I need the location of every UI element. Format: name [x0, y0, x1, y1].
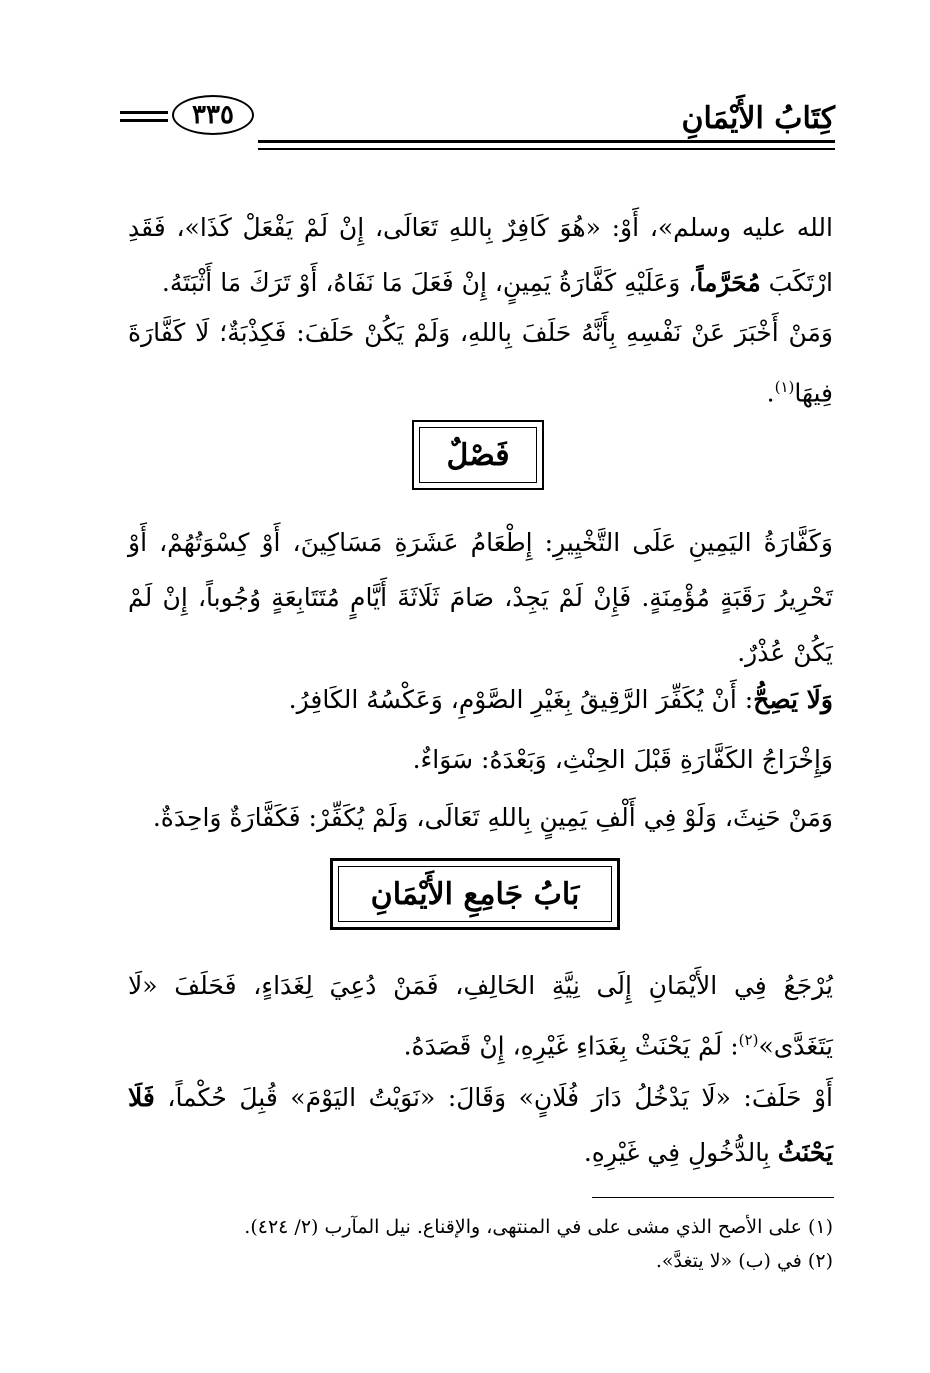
text-segment: ، وَعَلَيْهِ كَفَّارَةُ يَمِينٍ، إِنْ فَعَلَ مَا نَفَاهُ، أَوْ تَرَكَ مَا أَثْبَتَهُ. [161, 268, 697, 297]
fasl-heading-frame [412, 420, 544, 490]
footnote-ref[interactable]: (١) [774, 378, 795, 396]
bab-heading: بَابُ جَامِعِ الأَيْمَانِ [338, 866, 612, 922]
text-segment: . [766, 378, 775, 408]
bold-term: مُحَرَّماً [696, 268, 761, 297]
text-segment: : أَنْ يُكَفِّرَ الرَّقِيقُ بِغَيْرِ الصَّوْمِ، وَعَكْسُهُ الكَافِرُ. [288, 685, 754, 714]
paragraph-2 [128, 305, 833, 420]
footnote-2: (٢) في (ب) «لا يتغدَّ». [655, 1250, 833, 1272]
paragraph-7 [128, 958, 833, 1073]
bold-term: فَلَا يَحْنَثُ [128, 1083, 833, 1167]
paragraph-8 [128, 1070, 833, 1180]
header-rule [120, 111, 168, 114]
text-segment: وَمَنْ حَنِثَ، وَلَوْ فِي أَلْفِ يَمِينٍ بِاللهِ تَعَالَى، وَلَمْ يُكَفِّرْ: فَكَفَّارَةٌ وَاحِدَةٌ. [152, 803, 833, 832]
footnote-ref[interactable]: (٢) [738, 1031, 759, 1049]
text-segment: وَكَفَّارَةُ اليَمِينِ عَلَى التَّخْيِيرِ: إِطْعَامُ عَشَرَةِ مَسَاكِينَ، أَوْ كِسْوَتُهُمْ، أَوْ تَحْرِيرُ رَقَبَةٍ مُؤْمِنَةٍ. فَإِنْ لَمْ يَجِدْ، صَامَ ثَلَاثَةَ أَيَّامٍ مُتَتَابِعَةٍ وُجُوباً، إِنْ لَمْ يَكُنْ عُذْرٌ. [128, 528, 833, 667]
paragraph-5 [128, 732, 833, 787]
text-segment: وَمَنْ أَخْبَرَ عَنْ نَفْسِهِ بِأَنَّهُ حَلَفَ بِاللهِ، وَلَمْ يَكُنْ حَلَفَ: فَكِذْبَةٌ؛ لَا كَفَّارَةَ فِيهَا [128, 318, 833, 408]
paragraph-1 [128, 200, 833, 310]
bold-term: وَلَا يَصِحُّ [753, 685, 833, 714]
text-segment: وَإِخْرَاجُ الكَفَّارَةِ قَبْلَ الحِنْثِ، وَبَعْدَهُ: سَوَاءٌ. [412, 745, 833, 774]
header-rule [258, 148, 835, 150]
bab-heading-frame [330, 858, 620, 930]
header-rule [120, 119, 168, 122]
fasl-heading: فَصْلٌ [419, 427, 537, 483]
paragraph-3 [128, 515, 833, 680]
text-segment: يُرْجَعُ فِي الأَيْمَانِ إِلَى نِيَّةِ الحَالِفِ، فَمَنْ دُعِيَ لِغَدَاءٍ، فَحَلَفَ «لَا يَتَغَدَّى» [128, 971, 833, 1061]
text-segment: بِالدُّخُولِ فِي غَيْرِهِ. [583, 1138, 778, 1167]
page-header [120, 95, 835, 165]
text-segment: : لَمْ يَحْنَثْ بِغَدَاءِ غَيْرِهِ، إِنْ قَصَدَهُ. [403, 1031, 739, 1061]
text-segment: الله عليه وسلم»، أَوْ: «هُوَ كَافِرٌ بِاللهِ تَعَالَى، إِنْ لَمْ يَفْعَلْ كَذَا»، فَقَدِ ارْتَكَبَ [128, 213, 833, 297]
footnote-separator [592, 1197, 834, 1198]
text-segment: أَوْ حَلَفَ: «لَا يَدْخُلُ دَارَ فُلَانٍ» وَقَالَ: «نَوَيْتُ اليَوْمَ» قُبِلَ حُكْماً، [154, 1083, 833, 1112]
footnote-1: (١) على الأصح الذي مشى على في المنتهى، والإقناع. نيل المآرب (٢/ ٤٢٤). [244, 1216, 833, 1238]
header-rule [258, 140, 835, 143]
page-number: ٣٣٥ [172, 95, 254, 135]
book-title: كِتَابُ الأَيْمَانِ [681, 101, 835, 136]
paragraph-4 [128, 672, 833, 727]
paragraph-6 [128, 790, 833, 845]
